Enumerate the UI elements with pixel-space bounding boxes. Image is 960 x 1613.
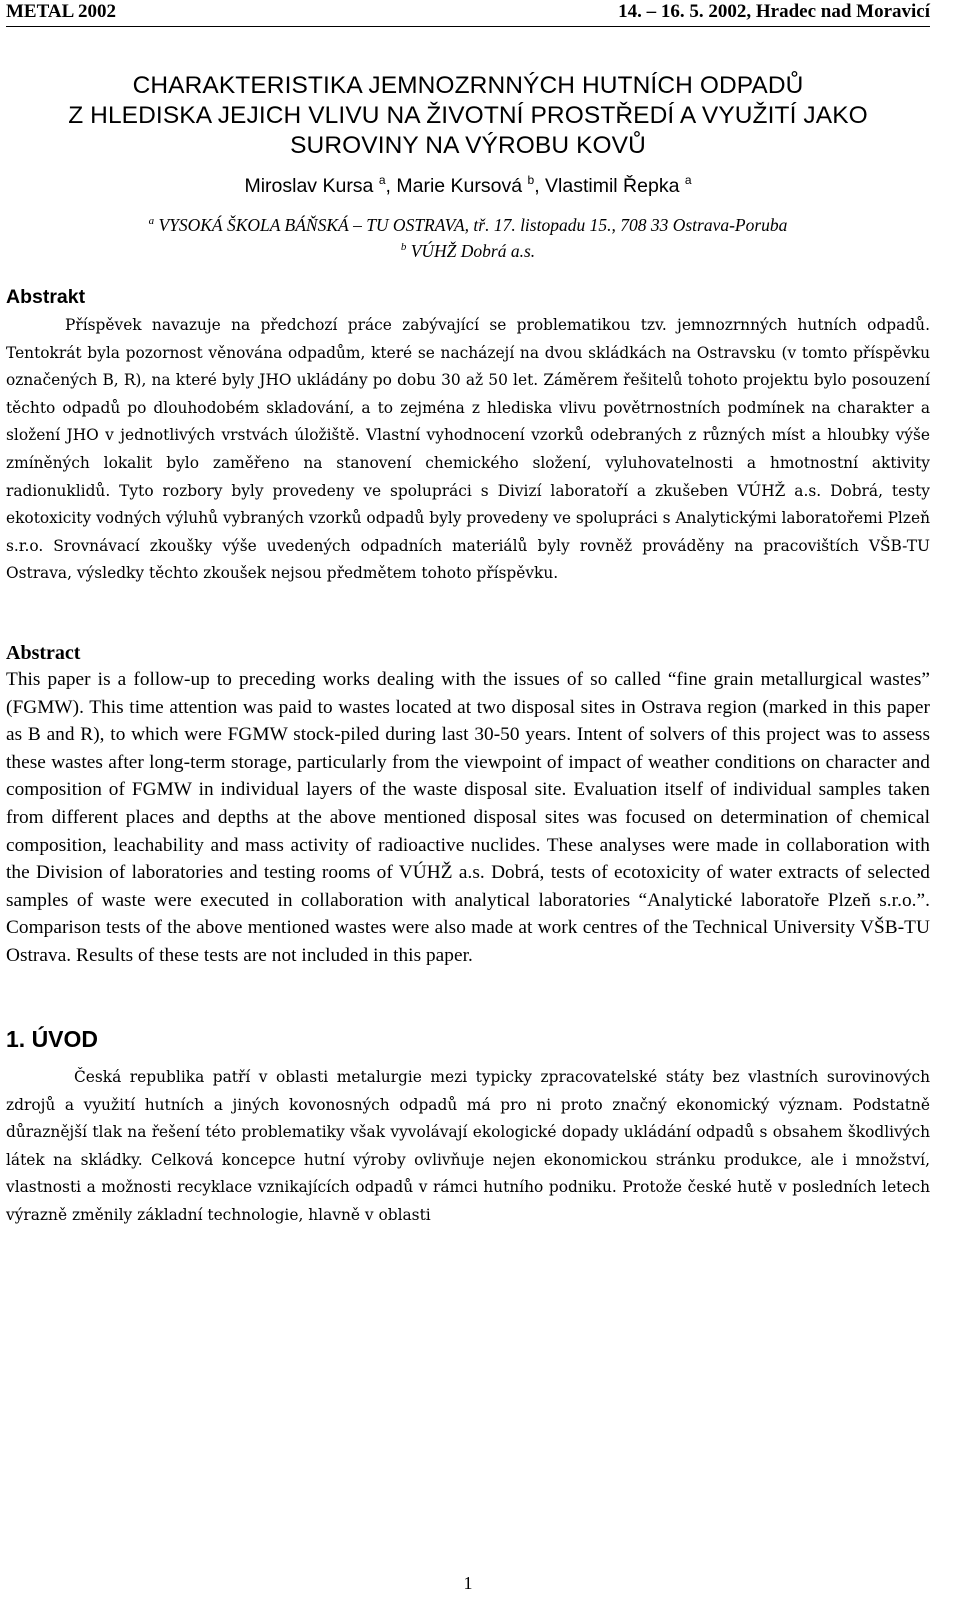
author-name: Vlastimil Řepka bbox=[545, 175, 680, 197]
author-list: Miroslav Kursa $^a$, Marie Kursová $^b$, Vlastimil Řepka $^a$ bbox=[244, 173, 692, 197]
affiliation-mark: a bbox=[148, 215, 155, 227]
paper-title bbox=[6, 71, 930, 161]
affiliation-text: VÚHŽ Dobrá a.s. bbox=[410, 241, 536, 261]
title-line-1: CHARAKTERISTIKA JEMNOZRNNÝCH HUTNÍCH ODPADŮ bbox=[132, 72, 804, 99]
author-affiliation-mark: b bbox=[527, 173, 535, 187]
abstrakt-heading: Abstrakt bbox=[6, 286, 86, 308]
affiliation-a bbox=[6, 212, 930, 238]
abstract-text: This paper is a follow-up to preceding works dealing with the issues of so called “fine grain metallurgical wastes” (FGMW). This time attention was paid to wastes located at two disposal sites in Ostrava region (marked in this paper as B and R), to which were FGMW stock-piled during last 30-50 years. Intent of solvers of this project was to assess these wastes after long-term storage, particularly from the viewpoint of impact of weather conditions on character and composition of FGMW in individual layers of the waste disposal site. Evaluation itself of individual samples taken from different places and depths at the above mentioned disposal sites was focused on determination of chemical composition, leachability and mass activity of radioactive nuclides. These analyses were made in collaboration with the Division of laboratories and testing rooms of VÚHŽ a.s. Dobrá, tests of ecotoxicity of water extracts of selected samples of waste were executed in collaboration with analytical laboratories “Analytické laboratoře Plzeň s.r.o.”. Comparison tests of the above mentioned wastes were also made at work centres of the Technical University VŠB-TU Ostrava. Results of these tests are not included in this paper. bbox=[6, 668, 930, 966]
running-header bbox=[6, 0, 930, 27]
abstract-heading: Abstract bbox=[6, 641, 81, 664]
conference-name: METAL 2002 bbox=[6, 1, 116, 22]
affiliation-mark: b bbox=[400, 241, 407, 253]
conference-date-place: 14. – 16. 5. 2002, Hradec nad Moravicí bbox=[618, 1, 930, 22]
title-line-2: Z HLEDISKA JEJICH VLIVU NA ŽIVOTNÍ PROSTŘEDÍ A VYUŽITÍ JAKO bbox=[68, 102, 868, 129]
abstrakt-text: Příspěvek navazuje na předchozí práce zabývající se problematikou tzv. jemnozrnných hutních odpadů. Tentokrát byla pozornost věnována odpadům, které se nacházejí na dvou skládkách na Ostravsku (v tomto příspěvku označených B, R), na které byly JHO ukládány po dobu 30 až 50 let. Záměrem řešitelů tohoto projektu bylo posouzení těchto odpadů po dlouhodobém skladování, a to zejména z hlediska vlivu povětrnostních podmínek na charakter a složení JHO v jednotlivých vrstvách úložiště. Vlastní vyhodnocení vzorků odebraných z různých míst a hloubky výše zmíněných lokalit bylo zaměřeno na stanovení chemického složení, vyluhovatelnosti a hmotnostní aktivity radionuklidů. Tyto rozbory byly provedeny ve spolupráci s Divizí laboratoří a zkušeben VÚHŽ a.s. Dobrá, testy ekotoxicity vodných výluhů vybraných vzorků odpadů byly provedeny ve spolupráci s Analytickými laboratořemi Plzeň s.r.o. Srovnávací zkoušky výše uvedených odpadních materiálů byly rovněž prováděny na pracovištích VŠB-TU Ostrava, výsledky těchto zkoušek nejsou předmětem tohoto příspěvku. bbox=[6, 316, 930, 583]
page-number: 1 bbox=[463, 1573, 473, 1593]
author-name: Miroslav Kursa bbox=[244, 175, 374, 197]
author-affiliation-mark: a bbox=[378, 173, 386, 187]
paper-page bbox=[6, 0, 930, 1229]
section-text-uvod: Česká republika patří v oblasti metalurgie mezi typicky zpracovatelské státy bez vlastních surovinových zdrojů a využití hutních a jiných kovonosných odpadů má pro ni proto značný ekonomický význam. Podstatně důraznější tlak na řešení této problematiky však vyvolávají ekologické dopady ukládání odpadů s obsahem škodlivých látek na skládky. Celková koncepce hutní výroby ovlivňuje nejen ekonomickou stránku produkce, ale i množství, vlastnosti a možnosti recyklace vznikajících odpadů v rámci hutního podniku. Protože české hutě v posledních letech výrazně změnily základní technologie, hlavně v oblasti bbox=[6, 1068, 930, 1224]
author-affiliation-mark: a bbox=[684, 173, 692, 187]
affiliation-text: VYSOKÁ ŠKOLA BÁŇSKÁ – TU OSTRAVA, tř. 17. listopadu 15., 708 33 Ostrava-Poruba bbox=[158, 215, 788, 235]
affiliation-b bbox=[6, 238, 930, 264]
title-line-3: SUROVINY NA VÝROBU KOVŮ bbox=[290, 132, 646, 159]
author-name: Marie Kursová bbox=[396, 175, 523, 197]
section-heading-uvod: 1. ÚVOD bbox=[6, 1026, 99, 1053]
affiliations bbox=[6, 212, 930, 264]
